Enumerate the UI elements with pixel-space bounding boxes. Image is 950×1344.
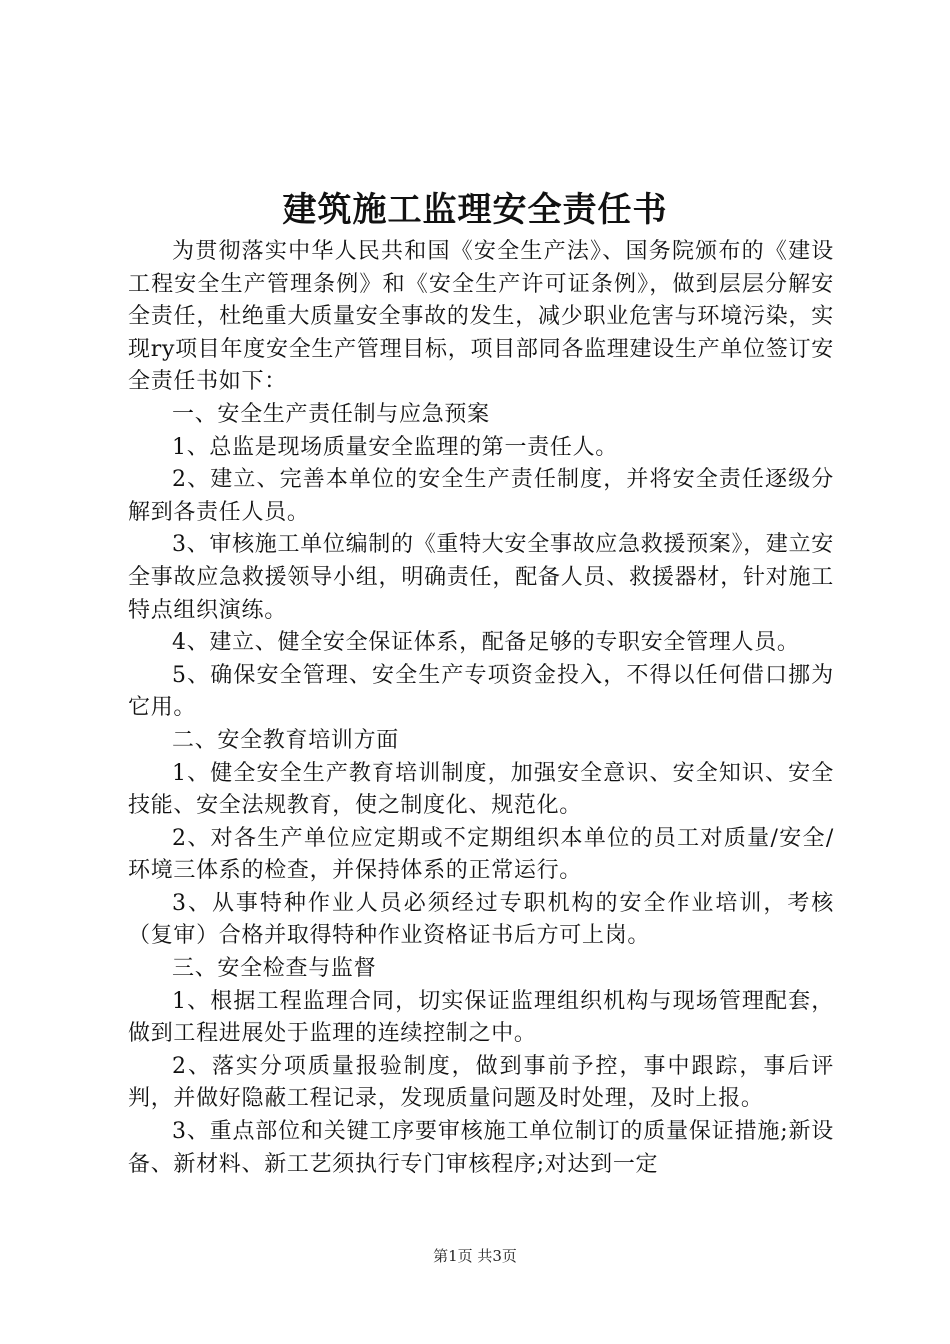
paragraph: 2、建立、完善本单位的安全生产责任制度，并将安全责任逐级分解到各责任人员。 [128, 467, 834, 525]
paragraph: 5、确保安全管理、安全生产专项资金投入，不得以任何借口挪为它用。 [128, 662, 834, 721]
document-body [128, 236, 834, 1181]
paragraph: 2、对各生产单位应定期或不定期组织本单位的员工对质量/安全/环境三体系的检查，并保持体系的正常运行。 [128, 825, 834, 884]
document-title: 建筑施工监理安全责任书 [282, 190, 668, 230]
section-heading: 三、安全检查与监督 [172, 956, 377, 982]
paragraph: 4、建立、健全安全保证体系，配备足够的专职安全管理人员。 [172, 630, 800, 656]
section-heading: 二、安全教育培训方面 [172, 727, 400, 753]
page-footer: 第1页 共3页 [433, 1247, 517, 1265]
paragraph: 1、根据工程监理合同，切实保证监理组织机构与现场管理配套，做到工程进展处于监理的连续控制之中。 [128, 988, 834, 1047]
paragraph: 1、健全安全生产教育培训制度，加强安全意识、安全知识、安全技能、安全法规教育，使之制度化、规范化。 [128, 760, 834, 819]
paragraph: 2、落实分项质量报验制度，做到事前予控，事中跟踪，事后评判，并做好隐蔽工程记录，发现质量问题及时处理，及时上报。 [128, 1053, 834, 1112]
section-heading: 一、安全生产责任制与应急预案 [172, 401, 490, 427]
paragraph: 1、总监是现场质量安全监理的第一责任人。 [172, 434, 618, 460]
paragraph: 3、审核施工单位编制的《重特大安全事故应急救援预案》，建立安全事故应急救援领导小组，明确责任，配备人员、救援器材，针对施工特点组织演练。 [128, 532, 834, 623]
paragraph: 3、重点部位和关键工序要审核施工单位制订的质量保证措施;新设备、新材料、新工艺须执行专门审核程序;对达到一定 [128, 1119, 834, 1177]
paragraph: 3、从事特种作业人员必须经过专职机构的安全作业培训，考核（复审）合格并取得特种作业资格证书后方可上岗。 [128, 890, 834, 949]
paragraph: 为贯彻落实中华人民共和国《安全生产法》、国务院颁布的《建设工程安全生产管理条例》和《安全生产许可证条例》，做到层层分解安全责任，杜绝重大质量安全事故的发生，减少职业危害与环境污染，实现ry项目年度安全生产管理目标，项目部同各监理建设生产单位签订安全责任书如下： [128, 239, 834, 395]
